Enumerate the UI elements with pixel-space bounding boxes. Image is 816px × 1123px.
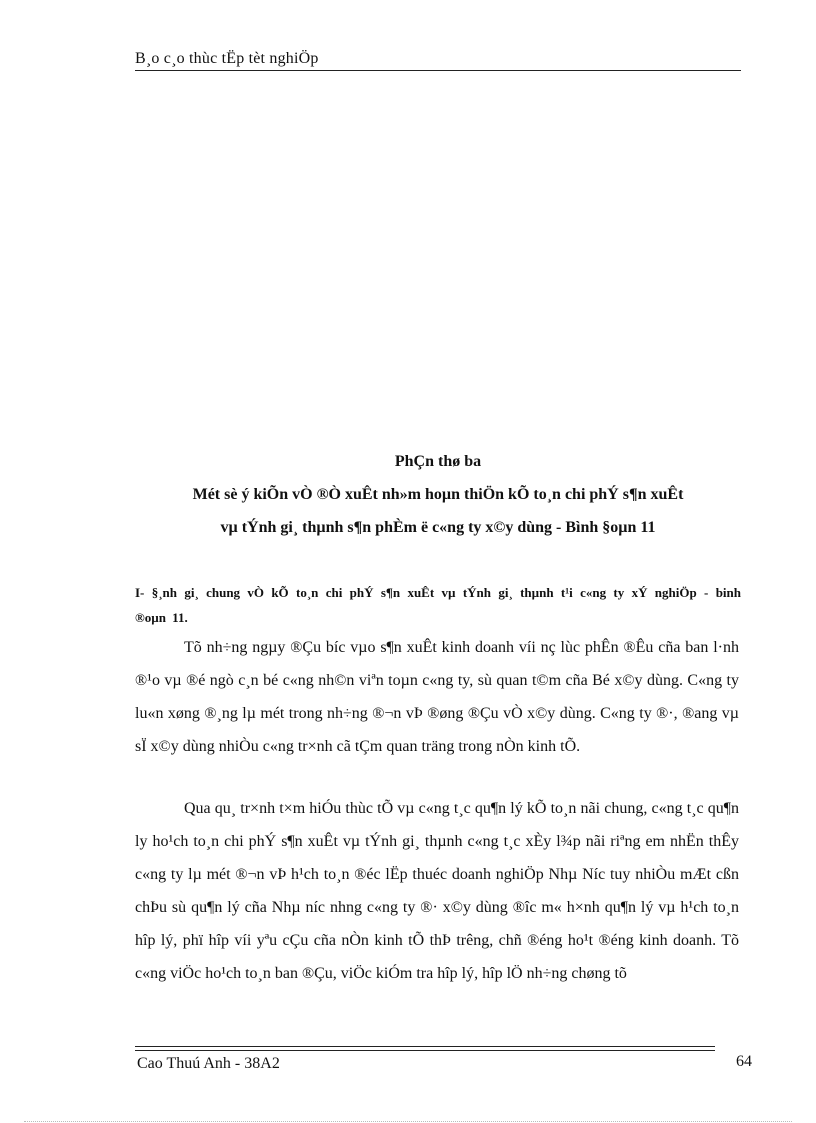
body-paragraph-1: Tõ nh÷ng ngµy ®Çu bíc vµo s¶n xuÊt kinh doanh víi nç lùc phÊn ®Êu cña ban l·nh ®¹o vµ ®é ngò c¸n bé c«ng nh©n viªn toµn c«ng ty, sù quan t©m cña Bé x©y dùng. C«ng ty lu«n xøng ®¸ng lµ mét trong nh÷ng ®¬n vÞ ®øng ®Çu vÒ x©y dùng. C«ng ty ®·, ®ang vµ sÏ x©y dùng nhiÒu c«ng tr×nh cã tÇm quan träng trong nÒn kinh tÕ. — [135, 639, 739, 755]
chapter-title-line-2: vµ tÝnh gi¸ thµnh s¶n phÈm ë c«ng ty x©y dùng - Bình §oµn 11 — [220, 519, 656, 536]
section-heading: I- §¸nh gi¸ chung vÒ kÕ to¸n chi phÝ s¶n xuÊt vµ tÝnh gi¸ thµnh t¹i c«ng ty xÝ nghiÖp - binh ®oµn 11. — [135, 585, 741, 625]
chapter-title-line-1: Mét sè ý kiÕn vÒ ®Ò xuÊt nh»m hoµn thiÖn kÕ to¸n chi phÝ s¶n xuÊt — [192, 486, 684, 503]
part-label: PhÇn thø ba — [394, 453, 482, 470]
header-rule — [135, 70, 741, 71]
page-number: 64 — [736, 1053, 752, 1070]
footer-rule-top — [135, 1046, 715, 1047]
page-edge-divider — [24, 1121, 792, 1122]
body-paragraph-2: Qua qu¸ tr×nh t×m hiÓu thùc tÕ vµ c«ng t¸c qu¶n lý kÕ to¸n nãi chung, c«ng t¸c qu¶n ly ho¹ch to¸n chi phÝ s¶n xuÊt vµ tÝnh gi¸ thµnh c«ng t¸c xÈy l¾p nãi riªng em nhËn thÊy c«ng ty lµ mét ®¬n vÞ h¹ch to¸n ®éc lËp thuéc doanh nghiÖp Nhµ Níc tuy nhiÒu mÆt cßn chÞu sù qu¶n lý cña Nhµ níc nhng c«ng ty ®· x©y dùng ®îc m« h×nh qu¶n lý vµ h¹ch to¸n hîp lý, phï hîp víi yªu cÇu cña nÒn kinh tÕ thÞ trêng, chñ ®éng ho¹t ®éng kinh doanh. Tõ c«ng viÖc ho¹ch to¸n ban ®Çu, viÖc kiÓm tra hîp lý, hîp lÖ nh÷ng chøng tõ — [135, 800, 739, 982]
footer-rule-bottom — [135, 1050, 715, 1051]
footer-author: Cao Thuú Anh - 38A2 — [137, 1055, 280, 1072]
page-header-title: B¸o c¸o thùc tËp tèt nghiÖp — [135, 50, 319, 67]
